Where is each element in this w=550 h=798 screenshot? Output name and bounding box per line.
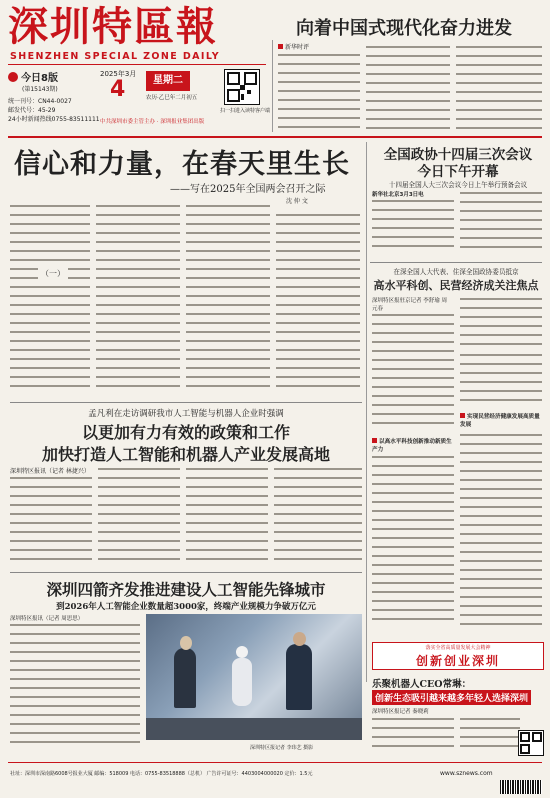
right-top-dispatch: 新华社北京3月3日电 xyxy=(372,192,424,198)
top-column-text-3 xyxy=(456,44,542,134)
story2-byline: 深圳特区报驻京记者 李舒瑜 周元春 xyxy=(372,298,447,312)
footer-address: 社址：深圳市深南路6008号报业大厦 邮编：518009 电话：0755-83518888（总机） 广告许可证号：4403004000020 定价：1.5元 xyxy=(10,771,313,777)
lead-headline[interactable]: 信心和力量，在春天里生长 xyxy=(14,149,350,180)
footer-web[interactable]: www.sznews.com xyxy=(440,770,493,777)
story4-text-1 xyxy=(10,622,140,750)
lead-subtitle: ——写在2025年全国两会召开之际 xyxy=(170,184,326,195)
story2-subhead-1 xyxy=(372,437,454,453)
story4-photo[interactable] xyxy=(146,614,362,740)
barcode xyxy=(500,780,542,794)
lunar-date: 农历·乙巳年二月初五 xyxy=(146,95,198,101)
story2-headline[interactable]: 高水平科创、民营经济成关注焦点 xyxy=(373,279,539,292)
top-column-text-1 xyxy=(278,52,360,132)
logo-chinese: 深圳特區報 xyxy=(8,3,218,50)
right-top-headline-1[interactable]: 全国政协十四届三次会议 xyxy=(383,147,533,163)
qr-code[interactable] xyxy=(224,69,260,105)
story2-sub1-label: 以高水平科技创新推动新质生产力 xyxy=(372,439,452,453)
story3-text-4 xyxy=(274,466,362,565)
cn-code: 统一刊号：CN44-0027 xyxy=(8,98,72,105)
date-day: 4 xyxy=(110,77,126,102)
masthead-logo xyxy=(8,4,268,50)
news-hotline: 24小时新闻热线0755-83511111 xyxy=(8,116,100,123)
story2-kicker: 在深全国人大代表、住深全国政协委员抵京 xyxy=(393,268,519,276)
edition-icon xyxy=(8,72,18,82)
story5-banner-small: 落实全省高质量发展大会精神 xyxy=(425,645,491,651)
lead-body-col-2 xyxy=(96,203,180,397)
story5-qr-code[interactable] xyxy=(518,730,544,756)
story2-subhead-2 xyxy=(460,412,542,428)
story3-text-1 xyxy=(10,475,92,565)
story4-byline: 深圳特区报讯（记者 周思思） xyxy=(10,616,84,622)
weekday-badge xyxy=(146,71,190,91)
right-top-text-2 xyxy=(460,190,542,256)
story4-headline[interactable]: 深圳四箭齐发推进建设人工智能先锋城市 xyxy=(46,580,326,599)
story2-sub1-icon xyxy=(372,438,377,443)
story2-sub2-icon xyxy=(460,413,465,418)
date-block xyxy=(100,69,200,119)
lead-body-col-4 xyxy=(276,212,360,397)
story3-kicker: 孟凡利在走访调研我市人工智能与机器人企业时强调 xyxy=(88,409,284,419)
right-top-text-1 xyxy=(372,198,454,256)
story2-text-4 xyxy=(460,352,542,408)
story2-text-2 xyxy=(372,454,454,634)
story2-text-3 xyxy=(460,296,542,350)
qr-caption: 扫一扫进入读特客户端 xyxy=(220,108,271,114)
story3-headline-2[interactable]: 加快打造人工智能和机器人产业发展高地 xyxy=(41,445,330,464)
story2-text-1 xyxy=(372,312,454,434)
postal-code: 邮发代号：45-29 xyxy=(8,107,56,114)
story5-headline-2[interactable]: 创新生态吸引越来越多年轻人选择深圳 xyxy=(372,690,531,705)
top-headline[interactable]: 向着中国式现代化奋力进发 xyxy=(296,18,512,39)
story4-subtitle: 到2026年人工智能企业数量超3000家，终端产业规模力争破万亿元 xyxy=(56,602,316,612)
lead-byline: 沈 仲 文 xyxy=(286,198,308,205)
story2-text-5 xyxy=(460,432,542,634)
lead-section-mark: （一） xyxy=(38,268,68,279)
story3-byline: 深圳特区报讯（记者 林捷兴） xyxy=(10,468,90,475)
lead-body-col-3 xyxy=(186,203,270,397)
edition-issue: (第15143期) xyxy=(22,86,58,93)
story5-text-2 xyxy=(460,716,520,756)
story3-headline-1[interactable]: 以更加有力有效的政策和工作 xyxy=(81,423,290,442)
logo-english: SHENZHEN SPECIAL ZONE DAILY xyxy=(10,51,221,62)
story5-byline: 深圳特区报记者 秦晓莉 xyxy=(372,709,429,715)
weekday: 星期二 xyxy=(153,75,183,86)
story3-text-2 xyxy=(98,466,180,565)
right-top-headline-2[interactable]: 今日下午开幕 xyxy=(417,164,499,180)
right-top-subhead: 十四届全国人大三次会议今日上午举行预备会议 xyxy=(388,181,528,189)
top-column-text-2 xyxy=(366,44,450,134)
top-column-tag xyxy=(278,42,309,51)
story5-headline-1[interactable]: 乐聚机器人CEO常琳： xyxy=(372,679,472,690)
edition-box xyxy=(8,69,100,131)
story2-sub2-label: 实现民营经济健康发展高质量发展 xyxy=(460,414,540,428)
date-year-month: 2025年3月 xyxy=(100,70,137,78)
story5-text-1 xyxy=(372,716,454,756)
story3-text-3 xyxy=(186,466,268,565)
story4-caption: 深圳特区报记者 李玮艺 摄影 xyxy=(250,745,314,751)
lead-body-col-1 xyxy=(10,203,90,397)
publisher-line: 中共深圳市委主管主办 · 深圳报业集团出版 xyxy=(100,119,205,125)
edition-count: 今日8版 xyxy=(21,73,58,84)
story5-banner-title: 创新创业深圳 xyxy=(415,654,500,668)
top-column-label: 新华时评 xyxy=(285,44,310,51)
story5-banner xyxy=(372,642,544,670)
